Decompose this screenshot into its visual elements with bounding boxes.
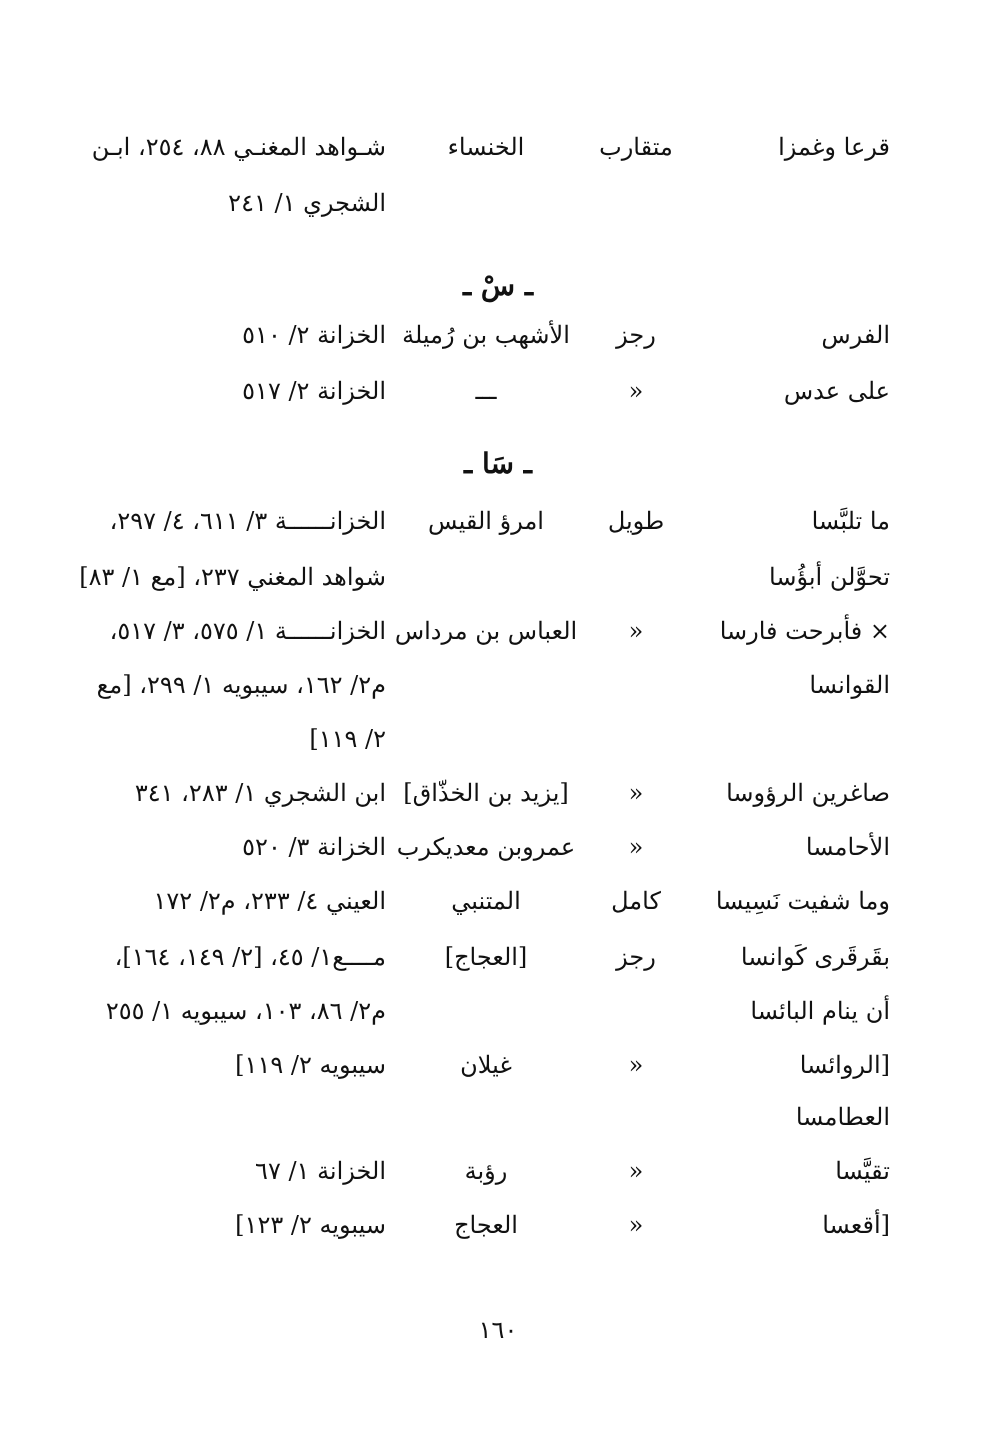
meter-cell: كامل (611, 887, 661, 915)
poet-cell: [العجاج] (444, 943, 528, 971)
meter-cell: « (628, 779, 644, 807)
poet-cell: رؤبة (464, 1157, 508, 1185)
section-heading: ـ سْ ـ (462, 269, 534, 302)
source-cell: ٢/ ١١٩] (309, 725, 386, 753)
index-row (0, 930, 996, 984)
rhyme-cell: العطامسا (795, 1103, 890, 1131)
rhyme-cell: [أقعسا (822, 1211, 890, 1239)
page-number: ١٦٠ (478, 1316, 518, 1344)
index-row (0, 494, 996, 548)
index-row (0, 308, 996, 362)
rhyme-cell: على عدس (783, 377, 890, 405)
rhyme-cell: وما شفيت نَسِيسا (715, 887, 890, 915)
poet-cell: الأشهب بن رُميلة (402, 321, 570, 349)
index-row (0, 1038, 996, 1092)
poet-cell: ـــ (475, 377, 497, 405)
index-row (0, 1198, 996, 1252)
poet-cell: المتنبي (451, 887, 521, 915)
source-cell: شواهد المغني ٢٣٧، [مع ١/ ٨٣] (79, 563, 386, 591)
meter-cell: متقارب (599, 133, 673, 161)
rhyme-cell: القوانسا (809, 671, 890, 699)
index-row (0, 658, 996, 712)
rhyme-cell: قرعا وغمزا (778, 133, 890, 161)
meter-cell: « (628, 1051, 644, 1079)
source-cell: سيبويه ٢/ ١٢٣] (235, 1211, 386, 1239)
index-row (0, 176, 996, 230)
index-row (0, 984, 996, 1038)
source-cell: سيبويه ٢/ ١١٩] (235, 1051, 386, 1079)
meter-cell: « (628, 1157, 644, 1185)
meter-cell: « (628, 617, 644, 645)
index-row (0, 766, 996, 820)
source-cell: الشجري ١/ ٢٤١ (228, 189, 386, 217)
rhyme-cell: تقيَّسا (835, 1157, 890, 1185)
rhyme-cell: الأحامسا (805, 833, 890, 861)
poet-cell: عمروبن معديكرب (396, 833, 576, 861)
poet-cell: العباس بن مرداس (394, 617, 578, 645)
source-cell: م٢/ ١٦٢، سيبويه ١/ ٢٩٩، [مع (96, 671, 386, 699)
rhyme-cell: × فأبرحت فارسا (719, 617, 890, 645)
index-row (0, 604, 996, 658)
source-cell: الخزانة ٣/ ٥٢٠ (242, 833, 386, 861)
poet-cell: الخنساء (447, 133, 525, 161)
rhyme-cell: ما تلبَّسا (811, 507, 890, 535)
rhyme-cell: الفرس (821, 321, 890, 349)
meter-cell: رجز (616, 943, 656, 971)
index-row (0, 712, 996, 766)
section-heading: ـ سَا ـ (464, 447, 532, 480)
rhyme-cell: [الروائسا (799, 1051, 890, 1079)
source-cell: الخزانة ١/ ٦٧ (255, 1157, 386, 1185)
source-cell: ابن الشجري ١/ ٢٨٣، ٣٤١ (134, 779, 386, 807)
index-row (0, 1144, 996, 1198)
meter-cell: « (628, 833, 644, 861)
index-row (0, 120, 996, 174)
poet-cell: غيلان (460, 1051, 512, 1079)
poet-cell: امرؤ القيس (428, 507, 544, 535)
source-cell: شـواهد المغنـي ٨٨، ٢٥٤، ابـن (91, 133, 386, 161)
meter-cell: طويل (607, 507, 665, 535)
index-row (0, 364, 996, 418)
source-cell: الخزانــــــة ١/ ٥٧٥، ٣/ ٥١٧، (109, 617, 386, 645)
index-row (0, 550, 996, 604)
source-cell: مــــع١/ ٤٥، [٢/ ١٤٩، ١٦٤]، (114, 943, 386, 971)
index-row (0, 874, 996, 928)
poet-cell: [يزيد بن الخذّاق] (403, 779, 569, 807)
poet-cell: العجاج (454, 1211, 518, 1239)
source-cell: الخزانة ٢/ ٥١٧ (242, 377, 386, 405)
source-cell: الخزانة ٢/ ٥١٠ (242, 321, 386, 349)
meter-cell: « (628, 1211, 644, 1239)
meter-cell: « (628, 377, 644, 405)
rhyme-cell: تحوَّلن أبؤُسا (769, 563, 890, 591)
rhyme-cell: أن ينام البائسا (750, 997, 890, 1025)
rhyme-cell: بقَرقَرى كَوانسا (740, 943, 890, 971)
index-row (0, 1090, 996, 1144)
source-cell: العيني ٤/ ٢٣٣، م٢/ ١٧٢ (153, 887, 386, 915)
index-row (0, 820, 996, 874)
meter-cell: رجز (616, 321, 656, 349)
source-cell: م٢/ ٨٦، ١٠٣، سيبويه ١/ ٢٥٥ (105, 997, 386, 1025)
rhyme-cell: صاغرين الرؤوسا (726, 779, 890, 807)
source-cell: الخزانــــــة ٣/ ٦١١، ٤/ ٢٩٧، (109, 507, 386, 535)
